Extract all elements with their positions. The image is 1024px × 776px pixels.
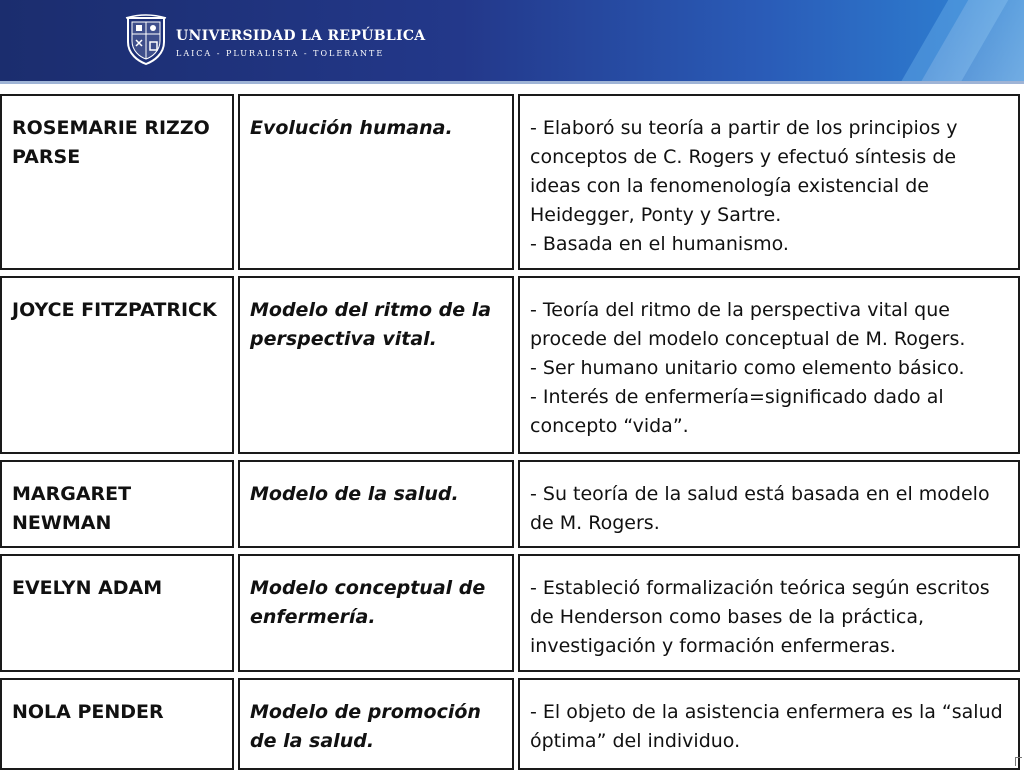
description-line: - Basada en el humanismo.: [530, 233, 789, 255]
slide-corner-mark: [1015, 757, 1022, 766]
description-cell: [518, 276, 1020, 454]
description-cell: [518, 678, 1020, 770]
description-line: - Interés de enfermería=significado dado al concepto “vida”.: [530, 386, 944, 437]
author-cell: EVELYN ADAM: [0, 554, 234, 672]
author-cell: ROSEMARIE RIZZO PARSE: [0, 94, 234, 270]
table-row: [0, 554, 1020, 672]
description-line: - Teoría del ritmo de la perspectiva vital que procede del modelo conceptual de M. Rogers.: [530, 299, 966, 350]
description-cell: [518, 460, 1020, 548]
model-cell: Modelo de promoción de la salud.: [238, 678, 514, 770]
university-crest-icon: [124, 14, 168, 66]
model-cell: Modelo de la salud.: [238, 460, 514, 548]
description-line: - Su teoría de la salud está basada en el modelo de M. Rogers.: [530, 483, 990, 534]
university-name: UNIVERSIDAD LA REPÚBLICA: [176, 28, 426, 44]
model-cell: Modelo del ritmo de la perspectiva vital.: [238, 276, 514, 454]
table-row: [0, 678, 1020, 770]
description-cell: [518, 554, 1020, 672]
author-cell: NOLA PENDER: [0, 678, 234, 770]
description-line: - El objeto de la asistencia enfermera es la “salud óptima” del individuo.: [530, 701, 1003, 752]
table-row: [0, 94, 1020, 270]
model-cell: Evolución humana.: [238, 94, 514, 270]
header-divider: [0, 81, 1024, 84]
description-line: - Ser humano unitario como elemento básico.: [530, 357, 965, 379]
model-cell: Modelo conceptual de enfermería.: [238, 554, 514, 672]
header-banner: [0, 0, 1024, 84]
nursing-theorists-table: [0, 88, 1024, 776]
university-motto: LAICA - PLURALISTA - TOLERANTE: [176, 49, 385, 58]
description-cell: [518, 94, 1020, 270]
description-line: - Elaboró su teoría a partir de los principios y conceptos de C. Rogers y efectuó síntesis de ideas con la fenomenología existencial de Heidegger, Ponty y Sartre.: [530, 117, 958, 226]
description-line: - Estableció formalización teórica según escritos de Henderson como bases de la práctica, investigación y formación enfermeras.: [530, 577, 990, 657]
table-row: [0, 276, 1020, 454]
author-cell: JOYCE FITZPATRICK: [0, 276, 234, 454]
author-cell: MARGARET NEWMAN: [0, 460, 234, 548]
table-row: [0, 460, 1020, 548]
